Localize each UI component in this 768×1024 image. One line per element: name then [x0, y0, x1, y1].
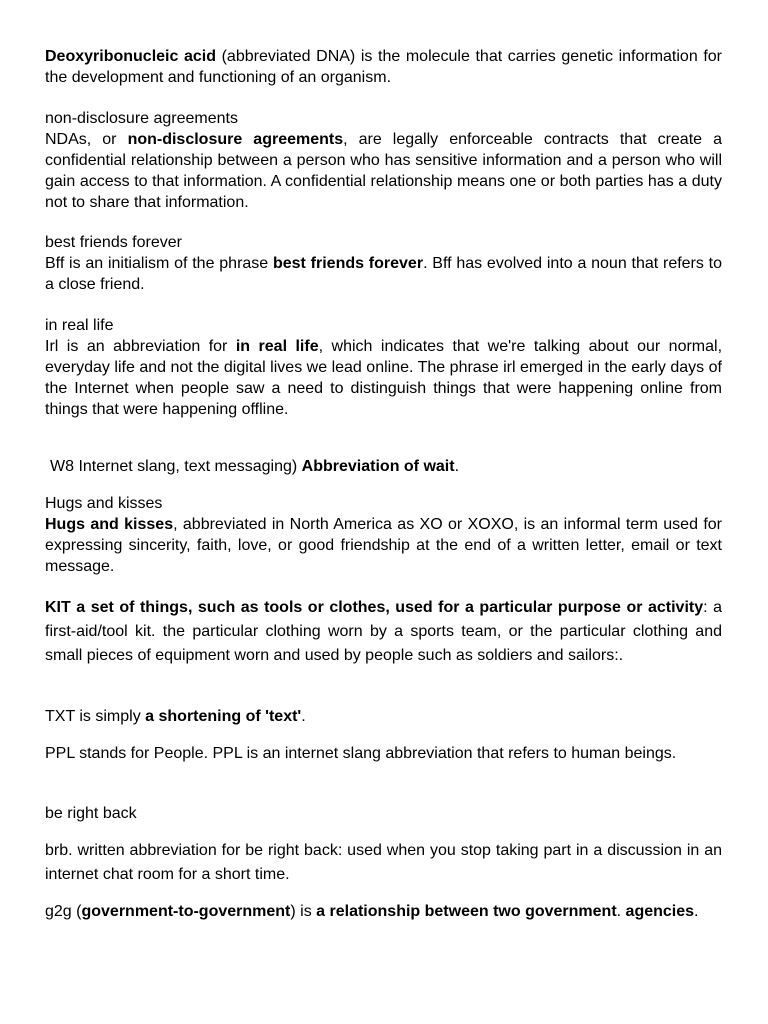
w8-text-1: W8 Internet slang, text messaging) — [50, 458, 302, 475]
irl-term: in real life — [235, 338, 319, 355]
g2g-text-1: g2g ( — [45, 903, 82, 920]
ppl-text: PPL stands for People. PPL is an internet slang abbreviation that refers to human beings. — [45, 745, 677, 762]
g2g-definition: a relationship between two government — [316, 903, 617, 920]
nda-paragraph — [45, 108, 722, 213]
w8-term: Abbreviation of wait — [301, 458, 455, 475]
nda-text-1: NDAs, or — [45, 131, 128, 148]
hugs-paragraph — [45, 493, 722, 577]
dna-text: (abbreviated DNA) is the molecule that carries genetic information for the development and functioning of an organism. — [45, 48, 722, 86]
nda-text-2: , are legally enforceable contracts that create a confidential relationship between a person who has sensitive information and a person who will gain access to that information. A confidential relationship means one or both parties has a duty not to share that information. — [45, 131, 723, 211]
ppl-paragraph — [45, 742, 722, 765]
kit-text: : a first-aid/tool kit. the particular clothing worn by a sports team, or the particular clothing and small pieces of equipment worn and used by people such as soldiers and sailors:. — [45, 599, 722, 664]
kit-paragraph — [45, 596, 722, 668]
nda-heading: non-disclosure agreements — [45, 110, 238, 127]
nda-term: non-disclosure agreements — [127, 131, 344, 148]
hugs-heading: Hugs and kisses — [45, 495, 163, 512]
brb-heading-text: be right back — [45, 805, 137, 822]
brb-heading — [45, 803, 722, 824]
brb-text: brb. written abbreviation for be right back: used when you stop taking part in a discussion in an internet chat room for a short time. — [45, 842, 722, 883]
irl-paragraph — [45, 315, 722, 420]
bff-heading: best friends forever — [45, 234, 182, 251]
bff-text-2: . Bff has evolved into a noun that refers to a close friend. — [45, 255, 723, 293]
g2g-term: government-to-government — [81, 903, 291, 920]
bff-text-1: Bff is an initialism of the phrase — [45, 255, 273, 272]
hugs-text: , abbreviated in North America as XO or XOXO, is an informal term used for expressing sincerity, faith, love, or good friendship at the end of a written letter, email or text message. — [45, 516, 722, 575]
w8-text-2: . — [454, 458, 460, 475]
dna-paragraph — [45, 46, 722, 88]
txt-term: a shortening of 'text' — [145, 708, 302, 725]
g2g-text-3: . — [616, 903, 626, 920]
bff-term: best friends forever — [272, 255, 424, 272]
brb-paragraph — [45, 839, 722, 887]
irl-text-2: , which indicates that we're talking about our normal, everyday life and not the digital lives we lead online. The phrase irl emerged in the early days of the Internet when people saw a need to distinguish things that were happening online from things that were happening offline. — [45, 338, 723, 418]
kit-term: KIT a set of things, such as tools or clothes, used for a particular purpose or activity — [45, 599, 704, 616]
dna-term: Deoxyribonucleic acid — [45, 48, 216, 65]
irl-text-1: Irl is an abbreviation for — [45, 338, 236, 355]
g2g-paragraph — [45, 900, 722, 924]
txt-text-1: TXT is simply — [45, 708, 146, 725]
txt-text-2: . — [301, 708, 306, 725]
bff-paragraph — [45, 232, 722, 295]
w8-paragraph — [50, 456, 727, 477]
g2g-text-4: . — [694, 903, 699, 920]
g2g-agencies: agencies — [625, 903, 695, 920]
g2g-text-2: ) is — [290, 903, 317, 920]
hugs-term: Hugs and kisses — [45, 516, 174, 533]
txt-paragraph — [45, 706, 722, 727]
irl-heading: in real life — [45, 317, 114, 334]
